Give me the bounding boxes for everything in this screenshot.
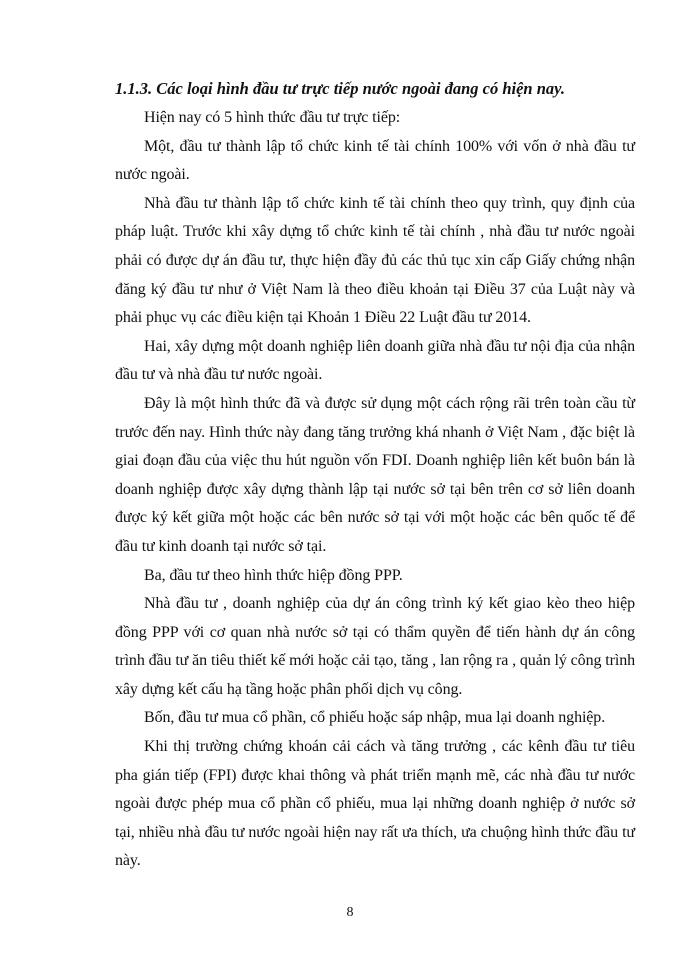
section-heading: 1.1.3. Các loại hình đầu tư trực tiếp nước ngoài đang có hiện nay. [115, 79, 565, 98]
page-number: 8 [346, 905, 354, 920]
paragraph-form-one: Một, đầu tư thành lập tổ chức kinh tế tài chính 100% với vốn ở nhà đầu tư nước ngoài. [115, 137, 635, 184]
paragraph-form-three: Ba, đầu tư theo hình thức hiệp đồng PPP. [144, 566, 403, 584]
paragraph-form-three-detail: Nhà đầu tư , doanh nghiệp của dự án công trình ký kết giao kèo theo hiệp đồng PPP với cơ quan nhà nước sở tại có thẩm quyền để tiến hành dự án công trình đầu tư ăn tiêu thiết kế mới hoặc cải tạo, tăng , lan rộng ra , quản lý công trình xây dựng kết cấu hạ tầng hoặc phân phối dịch vụ công. [115, 595, 635, 698]
paragraph-form-four: Bốn, đầu tư mua cổ phần, cổ phiếu hoặc sáp nhập, mua lại doanh nghiệp. [144, 709, 606, 727]
paragraph-form-four-detail: Khi thị trường chứng khoán cải cách và tăng trưởng , các kênh đầu tư tiêu pha gián tiếp (FPI) được khai thông và phát triển mạnh mẽ, các nhà đầu tư nước ngoài được phép mua cổ phần cổ phiếu, mua lại những doanh nghiệp ở nước sở tại, nhiều nhà đầu tư nước ngoài hiện nay rất ưa thích, ưa chuộng hình thức đầu tư này. [115, 738, 635, 870]
paragraph-intro: Hiện nay có 5 hình thức đầu tư trực tiếp: [144, 109, 401, 126]
paragraph-form-one-detail: Nhà đầu tư thành lập tổ chức kinh tế tài chính theo quy trình, quy định của pháp luật. Trước khi xây dựng tổ chức kinh tế tài chính , nhà đầu tư nước ngoài phải có được dự án đầu tư, thực hiện đầy đủ các thủ tục xin cấp Giấy chứng nhận đăng ký đầu tư như ở Việt Nam là theo điều khoản tại Điều 37 của Luật này và phải phục vụ các điều kiện tại Khoản 1 Điều 22 Luật đầu tư 2014. [115, 194, 635, 327]
paragraph-form-two: Hai, xây dựng một doanh nghiệp liên doanh giữa nhà đầu tư nội địa của nhận đầu tư và nhà đầu tư nước ngoài. [115, 337, 635, 384]
page-content [115, 77, 635, 876]
paragraph-form-two-detail: Đây là một hình thức đã và được sử dụng một cách rộng rãi trên toàn cầu từ trước đến nay. Hình thức này đang tăng trưởng khá nhanh ở Việt Nam , đặc biệt là giai đoạn đầu của việc thu hút nguồn vốn FDI. Doanh nghiệp liên kết buôn bán là doanh nghiệp được xây dựng thành lập tại nước sở tại bên trên cơ sở liên doanh được ký kết giữa một hoặc các bên nước sở tại với một hoặc các bên quốc tế để đầu tư kinh doanh tại nước sở tại. [115, 394, 635, 555]
